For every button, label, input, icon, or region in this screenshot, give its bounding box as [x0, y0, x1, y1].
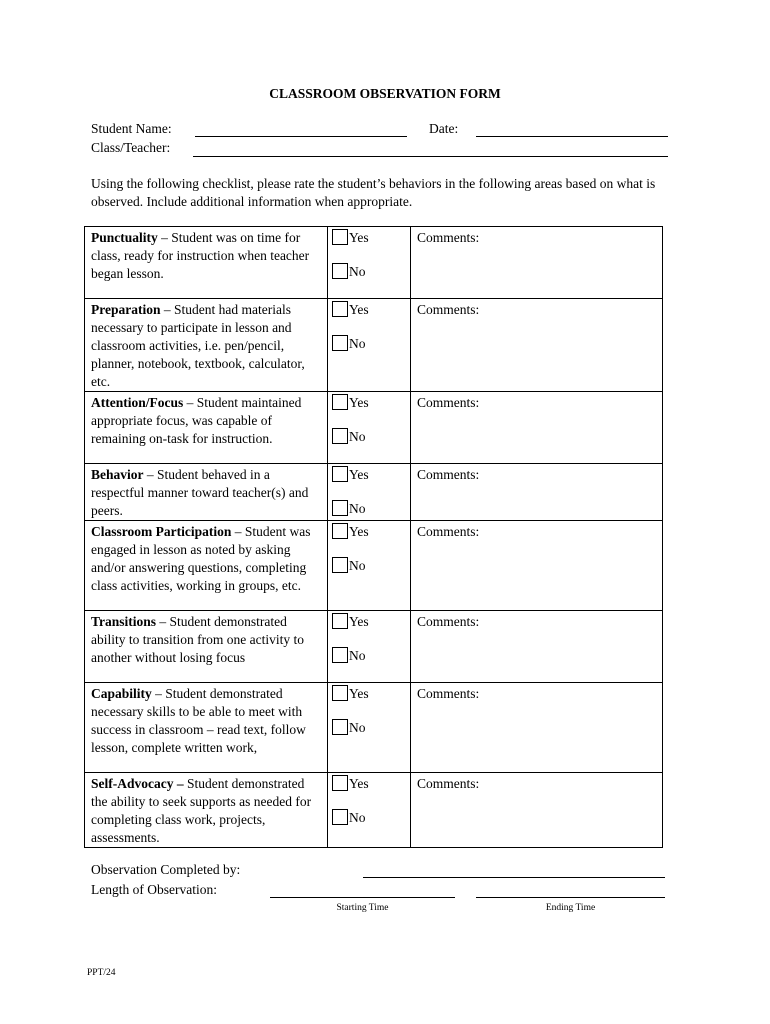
yes-label: Yes [349, 524, 369, 539]
completed-by-field[interactable] [363, 877, 665, 878]
criterion-description: – Student demonstrated ability to transition from one activity to another without losing focus [91, 614, 304, 665]
instructions-text: Using the following checklist, please rate the student’s behaviors in the following areas based on what is observed. Include additional information when appropriate. [91, 176, 656, 209]
no-option[interactable] [332, 335, 366, 353]
date-field[interactable] [476, 136, 668, 137]
criterion-name: Attention/Focus [91, 395, 184, 410]
ending-time-caption: Ending Time [545, 903, 596, 913]
starting-time-field[interactable] [270, 897, 455, 898]
criterion-cell [85, 464, 328, 521]
yes-checkbox[interactable] [332, 394, 348, 410]
no-checkbox[interactable] [332, 557, 348, 573]
criterion-name: Preparation [91, 302, 161, 317]
no-option[interactable] [332, 557, 366, 575]
criterion-cell [85, 392, 328, 464]
no-checkbox[interactable] [332, 428, 348, 444]
comments-cell[interactable] [411, 299, 663, 392]
checklist-row [85, 773, 663, 848]
no-checkbox[interactable] [332, 500, 348, 516]
checklist-row [85, 521, 663, 611]
form-title: CLASSROOM OBSERVATION FORM [269, 86, 501, 101]
no-checkbox[interactable] [332, 335, 348, 351]
no-checkbox[interactable] [332, 809, 348, 825]
comments-cell[interactable] [411, 392, 663, 464]
yes-checkbox[interactable] [332, 523, 348, 539]
yes-no-cell [328, 299, 411, 392]
yes-option[interactable] [332, 394, 369, 412]
no-label: No [349, 810, 366, 825]
checklist-row [85, 611, 663, 683]
checklist-row [85, 392, 663, 464]
criterion-cell [85, 773, 328, 848]
criterion-name: Classroom Participation [91, 524, 232, 539]
criterion-description: – Student was engaged in lesson as noted by asking and/or answering questions, completing class activities, working in groups, etc. [91, 524, 311, 593]
yes-option[interactable] [332, 301, 369, 319]
yes-checkbox[interactable] [332, 301, 348, 317]
yes-checkbox[interactable] [332, 685, 348, 701]
checklist-row [85, 227, 663, 299]
comments-label: Comments: [417, 230, 480, 245]
criterion-description: – Student demonstrated necessary skills to be able to meet with success in classroom – read text, follow lesson, complete written work, [91, 686, 306, 755]
comments-label: Comments: [417, 686, 480, 701]
no-label: No [349, 264, 366, 279]
comments-label: Comments: [417, 524, 480, 539]
criterion-name: Transitions [91, 614, 157, 629]
yes-option[interactable] [332, 775, 369, 793]
criterion-name: Behavior [91, 467, 144, 482]
criterion-cell [85, 611, 328, 683]
criterion-name: Capability [91, 686, 152, 701]
no-label: No [349, 648, 366, 663]
class-teacher-field[interactable] [193, 156, 668, 157]
no-label: No [349, 501, 366, 516]
no-option[interactable] [332, 500, 366, 518]
comments-label: Comments: [417, 302, 480, 317]
yes-label: Yes [349, 686, 369, 701]
criterion-name: Punctuality [91, 230, 158, 245]
length-label: Length of Observation: [91, 882, 217, 897]
criterion-cell [85, 683, 328, 773]
no-option[interactable] [332, 647, 366, 665]
criterion-description: Student demonstrated the ability to seek supports as needed for completing class work, projects, assessments. [91, 776, 312, 845]
observation-checklist-table [84, 226, 663, 848]
yes-option[interactable] [332, 466, 369, 484]
yes-no-cell [328, 464, 411, 521]
yes-label: Yes [349, 395, 369, 410]
class-teacher-label: Class/Teacher: [91, 140, 171, 155]
starting-time-caption: Starting Time [336, 903, 389, 913]
no-checkbox[interactable] [332, 719, 348, 735]
criterion-cell [85, 521, 328, 611]
yes-checkbox[interactable] [332, 775, 348, 791]
ending-time-field[interactable] [476, 897, 665, 898]
comments-label: Comments: [417, 467, 480, 482]
no-label: No [349, 558, 366, 573]
yes-no-cell [328, 227, 411, 299]
yes-label: Yes [349, 614, 369, 629]
yes-no-cell [328, 392, 411, 464]
criterion-description: – Student had materials necessary to participate in lesson and classroom activities, i.e. pen/pencil, planner, notebook, textbook, calculator, etc. [91, 302, 305, 389]
comments-cell[interactable] [411, 464, 663, 521]
student-name-label: Student Name: [91, 121, 172, 136]
yes-no-cell [328, 521, 411, 611]
completed-by-label: Observation Completed by: [91, 862, 241, 877]
no-label: No [349, 336, 366, 351]
criterion-cell [85, 227, 328, 299]
yes-option[interactable] [332, 229, 369, 247]
criterion-name: Self-Advocacy – [91, 776, 184, 791]
checklist-row [85, 683, 663, 773]
comments-cell[interactable] [411, 521, 663, 611]
yes-label: Yes [349, 776, 369, 791]
yes-option[interactable] [332, 613, 369, 631]
no-checkbox[interactable] [332, 647, 348, 663]
checklist-row [85, 299, 663, 392]
yes-label: Yes [349, 302, 369, 317]
criterion-description: – Student maintained appropriate focus, was capable of remaining on-task for instruction. [91, 395, 302, 446]
no-option[interactable] [332, 428, 366, 446]
comments-cell[interactable] [411, 611, 663, 683]
comments-cell[interactable] [411, 683, 663, 773]
yes-label: Yes [349, 230, 369, 245]
yes-option[interactable] [332, 685, 369, 703]
no-option[interactable] [332, 719, 366, 737]
yes-no-cell [328, 611, 411, 683]
checklist-row [85, 464, 663, 521]
date-label: Date: [429, 121, 459, 136]
comments-label: Comments: [417, 395, 480, 410]
criterion-description: – Student was on time for class, ready for instruction when teacher began lesson. [91, 230, 310, 281]
comments-cell[interactable] [411, 227, 663, 299]
yes-checkbox[interactable] [332, 466, 348, 482]
yes-checkbox[interactable] [332, 229, 348, 245]
yes-checkbox[interactable] [332, 613, 348, 629]
criterion-description: – Student behaved in a respectful manner toward teacher(s) and peers. [91, 467, 309, 518]
criterion-cell [85, 299, 328, 392]
no-label: No [349, 720, 366, 735]
no-label: No [349, 429, 366, 444]
student-name-field[interactable] [195, 136, 407, 137]
comments-cell[interactable] [411, 773, 663, 848]
form-code: PPT/24 [87, 968, 116, 978]
comments-label: Comments: [417, 614, 480, 629]
yes-option[interactable] [332, 523, 369, 541]
yes-no-cell [328, 773, 411, 848]
yes-no-cell [328, 683, 411, 773]
no-checkbox[interactable] [332, 263, 348, 279]
yes-label: Yes [349, 467, 369, 482]
no-option[interactable] [332, 263, 366, 281]
no-option[interactable] [332, 809, 366, 827]
comments-label: Comments: [417, 776, 480, 791]
